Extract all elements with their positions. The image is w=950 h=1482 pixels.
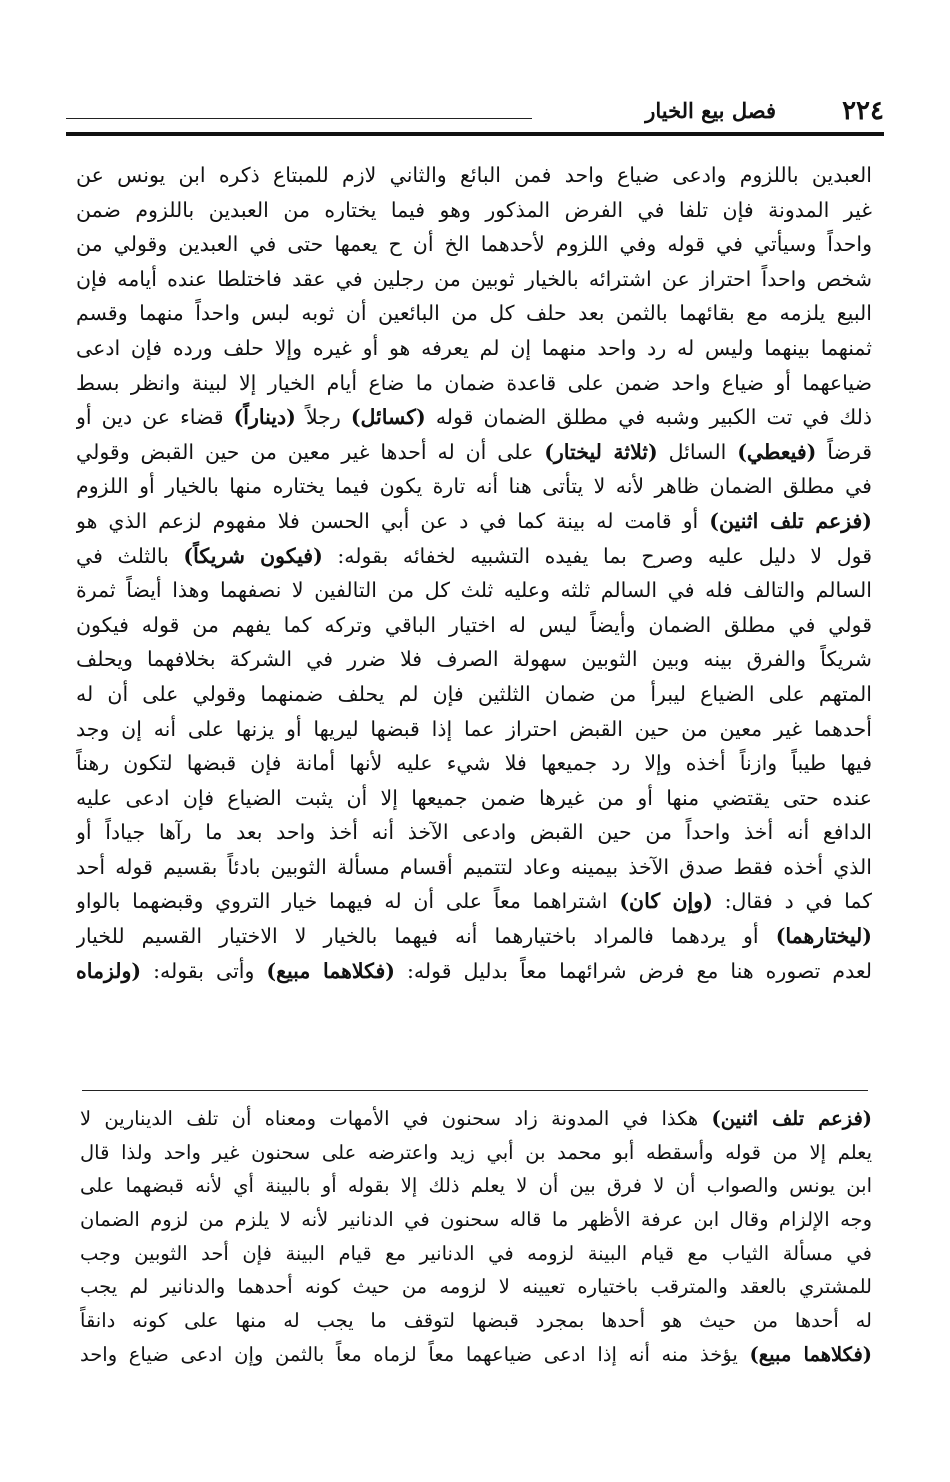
text-line bbox=[76, 435, 872, 470]
text-line: الدافع أنه أخذ واحداً من حين القبض وادعى الآخذ أنه أخذ واحد بعد ما رآها جياداً أو bbox=[76, 820, 872, 845]
text-run: قضاء عن دين أو bbox=[76, 405, 234, 430]
footnote-line: للمشتري بالعقد والمترقب باختياره تعيينه لا لزومه من حيث كونه أحدهما والدنانير لم يجب bbox=[80, 1275, 872, 1299]
text-line: ضياعهما أو ضياع واحد ضمن على قاعدة ضمان ما ضاع أيام الخيار إلا لبينة وانظر بسط bbox=[76, 370, 872, 395]
bold-term: (فيكون شريكاً) bbox=[183, 543, 323, 568]
text-run: وأتى بقوله: bbox=[141, 958, 267, 983]
text-line: المتهم على الضياع ليبرأ من ضمان الثلثين فإن لم يحلف ضمنهما وقولي على أن له bbox=[76, 681, 872, 706]
main-text bbox=[76, 158, 872, 988]
footnote-line bbox=[80, 1338, 872, 1372]
text-line: ثمنهما بينهما وليس له رد واحد منهما إن لم يعرفه هو أو غيره وإلا حلف ورده فإن ادعى bbox=[76, 335, 872, 360]
text-run: قرضاً bbox=[816, 439, 872, 464]
bold-term: (ليختارهما) bbox=[775, 924, 872, 949]
bold-term: (ديناراً) bbox=[233, 405, 296, 430]
text-run: كما في د فقال: bbox=[712, 889, 872, 914]
header-rule bbox=[66, 118, 532, 119]
text-line: السالم والتالف فله في السالم ثلثه وعليه ثلث كل من التالفين لا نصفهما وهذا أيضاً ثمرة bbox=[76, 578, 872, 603]
footnote-line bbox=[80, 1102, 872, 1136]
text-line bbox=[76, 400, 872, 435]
text-run: لعدم تصوره هنا مع فرض شرائهما معاً بدليل قوله: bbox=[394, 958, 872, 983]
footnote-text bbox=[80, 1102, 872, 1372]
text-line bbox=[76, 504, 872, 539]
bold-term: (فكلاهما مبيع) bbox=[266, 958, 395, 983]
footnote-line: وجه الإلزام وقال ابن عرفة الأظهر ما قاله سحنون في الدنانير لأنه لا يلزم من لزوم الضمان bbox=[80, 1208, 872, 1232]
text-line: الذي أخذه فقط صدق الآخذ بيمينه وعاد لتتميم أقسام مسألة الثوبين بادئاً بقسيم قوله أحد bbox=[76, 854, 872, 879]
text-run: قول لا دليل عليه وصرح بما يفيده التشبيه لخفائه بقوله: bbox=[322, 543, 872, 568]
text-run: رجلاً bbox=[295, 405, 351, 430]
text-run: ذلك في تت الكبير وشبه في مطلق الضمان قوله bbox=[425, 405, 872, 430]
text-line: شريكاً والفرق بينه وبين الثوبين سهولة الصرف فلا ضرر في الشركة بخلافهما ويحلف bbox=[76, 647, 872, 672]
bold-term: (فيعطي) bbox=[737, 439, 817, 464]
text-run: أو قامت له بينة كما في د عن أبي الحسن فلا مفهوم لزعم الذي هو bbox=[76, 508, 710, 533]
footnote-line: في مسألة الثياب مع قيام البينة لزومه في الدنانير مع قيام البينة فإن أحد الثوبين وجب bbox=[80, 1241, 872, 1265]
text-run: بالثلث في bbox=[76, 543, 184, 568]
text-line bbox=[76, 539, 872, 574]
text-line: عنده حتى يقتضي منها أو من غيرها ضمن جميعها إلا أن يثبت الضياع فإن ادعى عليه bbox=[76, 785, 872, 810]
text-line bbox=[76, 884, 872, 919]
text-line: فيها طيباً وازناً أخذه وإلا رد جميعها فلا شيء عليه لأنها أمانة فإن قبضها لتكون رهناً bbox=[76, 751, 872, 776]
text-line: واحداً وسيأتي في قوله وفي اللزوم لأحدهما الخ أن ح يعمها حتى في العبدين وقولي من bbox=[76, 232, 872, 257]
bold-term: (كسائل) bbox=[350, 405, 426, 430]
footnote-line: يعلم إلا من قوله وأسقطه أبو محمد بن أبي زيد واعترضه على سحنون غير واحد ولذا قال bbox=[80, 1140, 872, 1164]
text-run: يؤخذ منه أنه إذا ادعى ضياعهما معاً لزماه معاً بالثمن وإن ادعى ضياع واحد bbox=[80, 1342, 750, 1366]
text-line: في مطلق الضمان ظاهر لأنه لا يتأتى هنا أنه تارة يكون فيما يختاره منها بالخيار أو اللزوم bbox=[76, 474, 872, 499]
bold-term: (فزعم تلف اثنين) bbox=[709, 508, 872, 533]
chapter-title: فصل بيع الخيار bbox=[645, 98, 776, 123]
text-line: قولي في مطلق الضمان وأيضاً ليس له اختيار الباقي وتركه كما يفهم من قوله فيكون bbox=[76, 612, 872, 637]
text-line: العبدين باللزوم وادعى ضياع واحد فمن البائع والثاني لازم للمبتاع ذكره ابن يونس عن bbox=[76, 163, 872, 187]
bold-term: (ولزماه bbox=[76, 958, 142, 983]
text-run: هكذا في المدونة زاد سحنون في الأمهات ومعناه أن تلف الدينارين لا bbox=[80, 1107, 712, 1130]
footnote-line: ابن يونس والصواب أن لا فرق بين أن لا يعلم ذلك إلا بقوله أو بالبينة أي لأنه قبضهما على bbox=[80, 1174, 872, 1198]
header-divider bbox=[66, 132, 884, 136]
text-line bbox=[76, 919, 872, 954]
text-line: البيع يلزمه مع بقائهما بالثمن بعد حلف كل من البائعين أن ثوبه لبس واحداً منهما وقسم bbox=[76, 301, 872, 326]
text-line: شخص واحداً احتراز عن اشترائه بالخيار ثوبين من رجلين في عقد فاختلطا عنده أيامه فإن bbox=[76, 266, 872, 291]
text-run: اشتراهما معاً على أن له فيهما خيار التروي وقبضهما بالواو bbox=[76, 889, 620, 914]
text-line: غير المدونة فإن تلفا في الفرض المذكور وهو فيما يختاره من العبدين باللزوم ضمن bbox=[76, 197, 872, 222]
bold-term: (ثلاثة ليختار) bbox=[544, 439, 658, 464]
footnote-separator bbox=[82, 1090, 868, 1091]
text-run: أو يردهما فالمراد باختيارهما أنه فيهما بالخيار لا الاختيار القسيم للخيار bbox=[76, 924, 776, 949]
bold-term: (وإن كان) bbox=[619, 889, 713, 914]
footnote-line: له أحدها من حيث هو أحدها بمجرد قبضها لتوقف ما يجب له منها على كونه دانقاً bbox=[80, 1309, 872, 1333]
text-run: على أن له أحدها غير معين من حين القبض وقولي bbox=[76, 439, 545, 464]
text-line bbox=[76, 954, 872, 989]
bold-term: (فزعم تلف اثنين) bbox=[711, 1107, 872, 1130]
page-number: ٢٢٤ bbox=[842, 96, 884, 126]
text-line: أحدهما غير معين من حين القبض احتراز عما إذا قبضها ليريها أو يزنها على أنه إن وجد bbox=[76, 716, 872, 741]
bold-term: (فكلاهما مبيع) bbox=[749, 1342, 872, 1366]
text-run: السائل bbox=[657, 439, 738, 464]
page-header bbox=[66, 92, 884, 138]
